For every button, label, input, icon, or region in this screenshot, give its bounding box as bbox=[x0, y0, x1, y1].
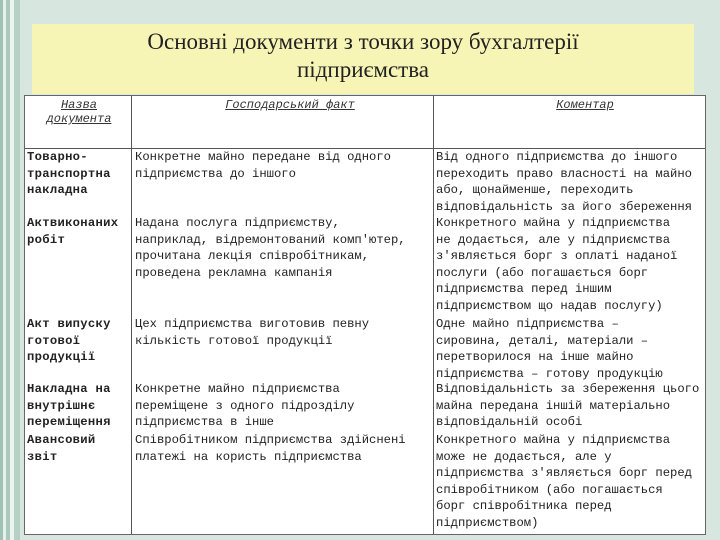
column-divider bbox=[131, 96, 132, 534]
header-document-name bbox=[27, 98, 131, 126]
header-business-fact: Господарський факт bbox=[225, 98, 355, 112]
row-4-business-fact: Конкретне майно підприємства переміщене з одного підрозділу підприємства в інше bbox=[135, 382, 355, 429]
row-2-comment: Конкретного майна у підприємства не додається, але у підприємства з'являється борг з оплаті наданої послуги (або погашається борг підприємства перед іншим підприємством що надав послугу) bbox=[436, 216, 678, 313]
slide-title bbox=[32, 28, 694, 84]
row-2-business-fact: Надана послуга підприємству, наприклад, відремонтований комп'ютер, прочитана лекція співробітникам, проведена рекламна кампанія bbox=[135, 216, 406, 280]
row-3-comment: Одне майно підприємства – сировина, деталі, матеріали – перетворилося на інше майно підприємства – готову продукцію bbox=[436, 317, 663, 381]
documents-table bbox=[24, 95, 706, 535]
header-document-name-line-1: Назва bbox=[60, 98, 97, 112]
slide-left-border bbox=[0, 0, 26, 540]
row-3-business-fact: Цех підприємства виготовив певну кількість готової продукції bbox=[135, 317, 370, 348]
row-4-document-name: Накладна на внутрішнє переміщення bbox=[27, 382, 111, 429]
row-5-comment: Конкретного майна у підприємства може не додається, але у підприємства з'являється борг перед співробітником (або погашається борг співробітника перед підприємством) bbox=[436, 433, 692, 530]
slide-title-line-1: Основні документи з точки зору бухгалтерії bbox=[147, 29, 579, 54]
slide-title-line-2: підприємства bbox=[297, 57, 429, 82]
header-document-name-line-2: документа bbox=[46, 112, 112, 126]
row-2-document-name: Актвиконаних робіт bbox=[27, 216, 119, 247]
row-5-business-fact: Співробітником підприємства здійснені платежі на користь підприємства bbox=[135, 433, 406, 464]
row-1-business-fact: Конкретне майно передане від одного підприємства до іншого bbox=[135, 150, 391, 181]
row-3-document-name: Акт випуску готової продукції bbox=[27, 317, 111, 364]
row-4-comment: Відповідальність за збереження цього майна передана іншій матеріально відповідальній особі bbox=[436, 382, 700, 429]
row-1-document-name: Товарно- транспортна накладна bbox=[27, 150, 111, 197]
column-divider bbox=[433, 96, 434, 534]
row-5-document-name: Авансовий звіт bbox=[27, 433, 96, 464]
header-comment: Коментар bbox=[556, 98, 614, 112]
row-1-comment: Від одного підприємства до іншого переходить право власності на майно або, щонайменше, переходить відповідальність за його збереження bbox=[436, 150, 692, 214]
